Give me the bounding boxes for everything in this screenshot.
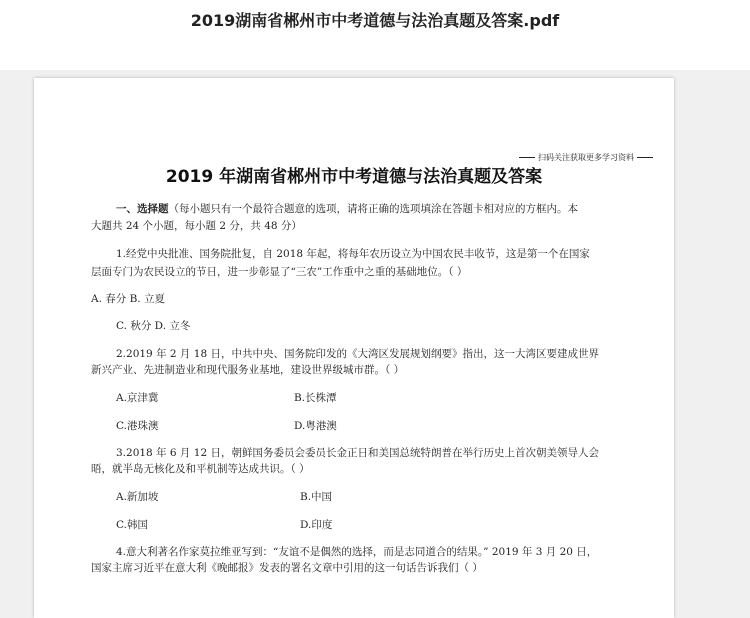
question-2-line1: 2.2019 年 2 月 18 日，中共中央、国务院印发的《大湾区发展规划纲要》指出，这一大湾区要建成世界 [116,348,599,360]
tagline-rule-right [637,157,653,158]
question-2-option-a: A.京津冀 [116,392,159,404]
tagline-text: 扫码关注获取更多学习资料 [538,153,634,162]
document-page [34,78,674,618]
question-2-line2: 新兴产业、先进制造业和现代服务业基地，建设世界级城市群。（ ） [91,364,405,376]
question-3-line2: 晤，就半岛无核化及和平机制等达成共识。（ ） [91,463,310,475]
section-intro-line2: 大题共 24 个小题，每小题 2 分，共 48 分） [91,220,302,232]
question-3-line1: 3.2018 年 6 月 12 日，朝鲜国务委员会委员长金正日和美国总统特朗普在举行历史上首次朝美领导人会 [116,447,599,459]
question-3-option-a: A.新加坡 [116,491,159,503]
question-4-line1: 4.意大利著名作家莫拉维亚写到：“友谊不是偶然的选择，而是志同道合的结果。” 2019 年 3 月 20 日， [116,546,598,558]
question-3-option-b: B.中国 [300,491,333,503]
question-1-option-ab: A. 春分 B. 立夏 [91,293,165,305]
question-2-option-c: C.港珠澳 [116,420,159,432]
file-title: 2019湖南省郴州市中考道德与法治真题及答案.pdf [190,11,560,30]
tagline-rule-left [519,157,535,158]
section-intro-line1: 一、选择题（每小题只有一个最符合题意的选项，请将正确的选项填涂在答题卡相对应的方框内。本 [116,203,578,215]
question-1-line2: 层面专门为农民设立的节日，进一步彰显了“三农”工作重中之重的基础地位。（ ） [91,266,468,278]
question-1-option-cd: C. 秋分 D. 立冬 [116,320,191,332]
question-1-line1: 1.经党中央批准、国务院批复，自 2018 年起，将每年农历设立为中国农民丰收节，这是第一个在国家 [116,248,590,260]
section-heading: 一、选择题 [116,203,169,215]
question-3-option-c: C.韩国 [116,519,148,531]
question-4-line2: 国家主席习近平在意大利《晚邮报》发表的署名文章中引用的这一句话告诉我们（ ） [91,562,483,574]
document-title: 2019 年湖南省郴州市中考道德与法治真题及答案 [165,167,543,187]
question-3-option-d: D.印度 [300,519,333,531]
viewer-header [0,0,750,70]
question-2-option-d: D.粤港澳 [294,420,337,432]
question-2-option-b: B.长株潭 [294,392,337,404]
